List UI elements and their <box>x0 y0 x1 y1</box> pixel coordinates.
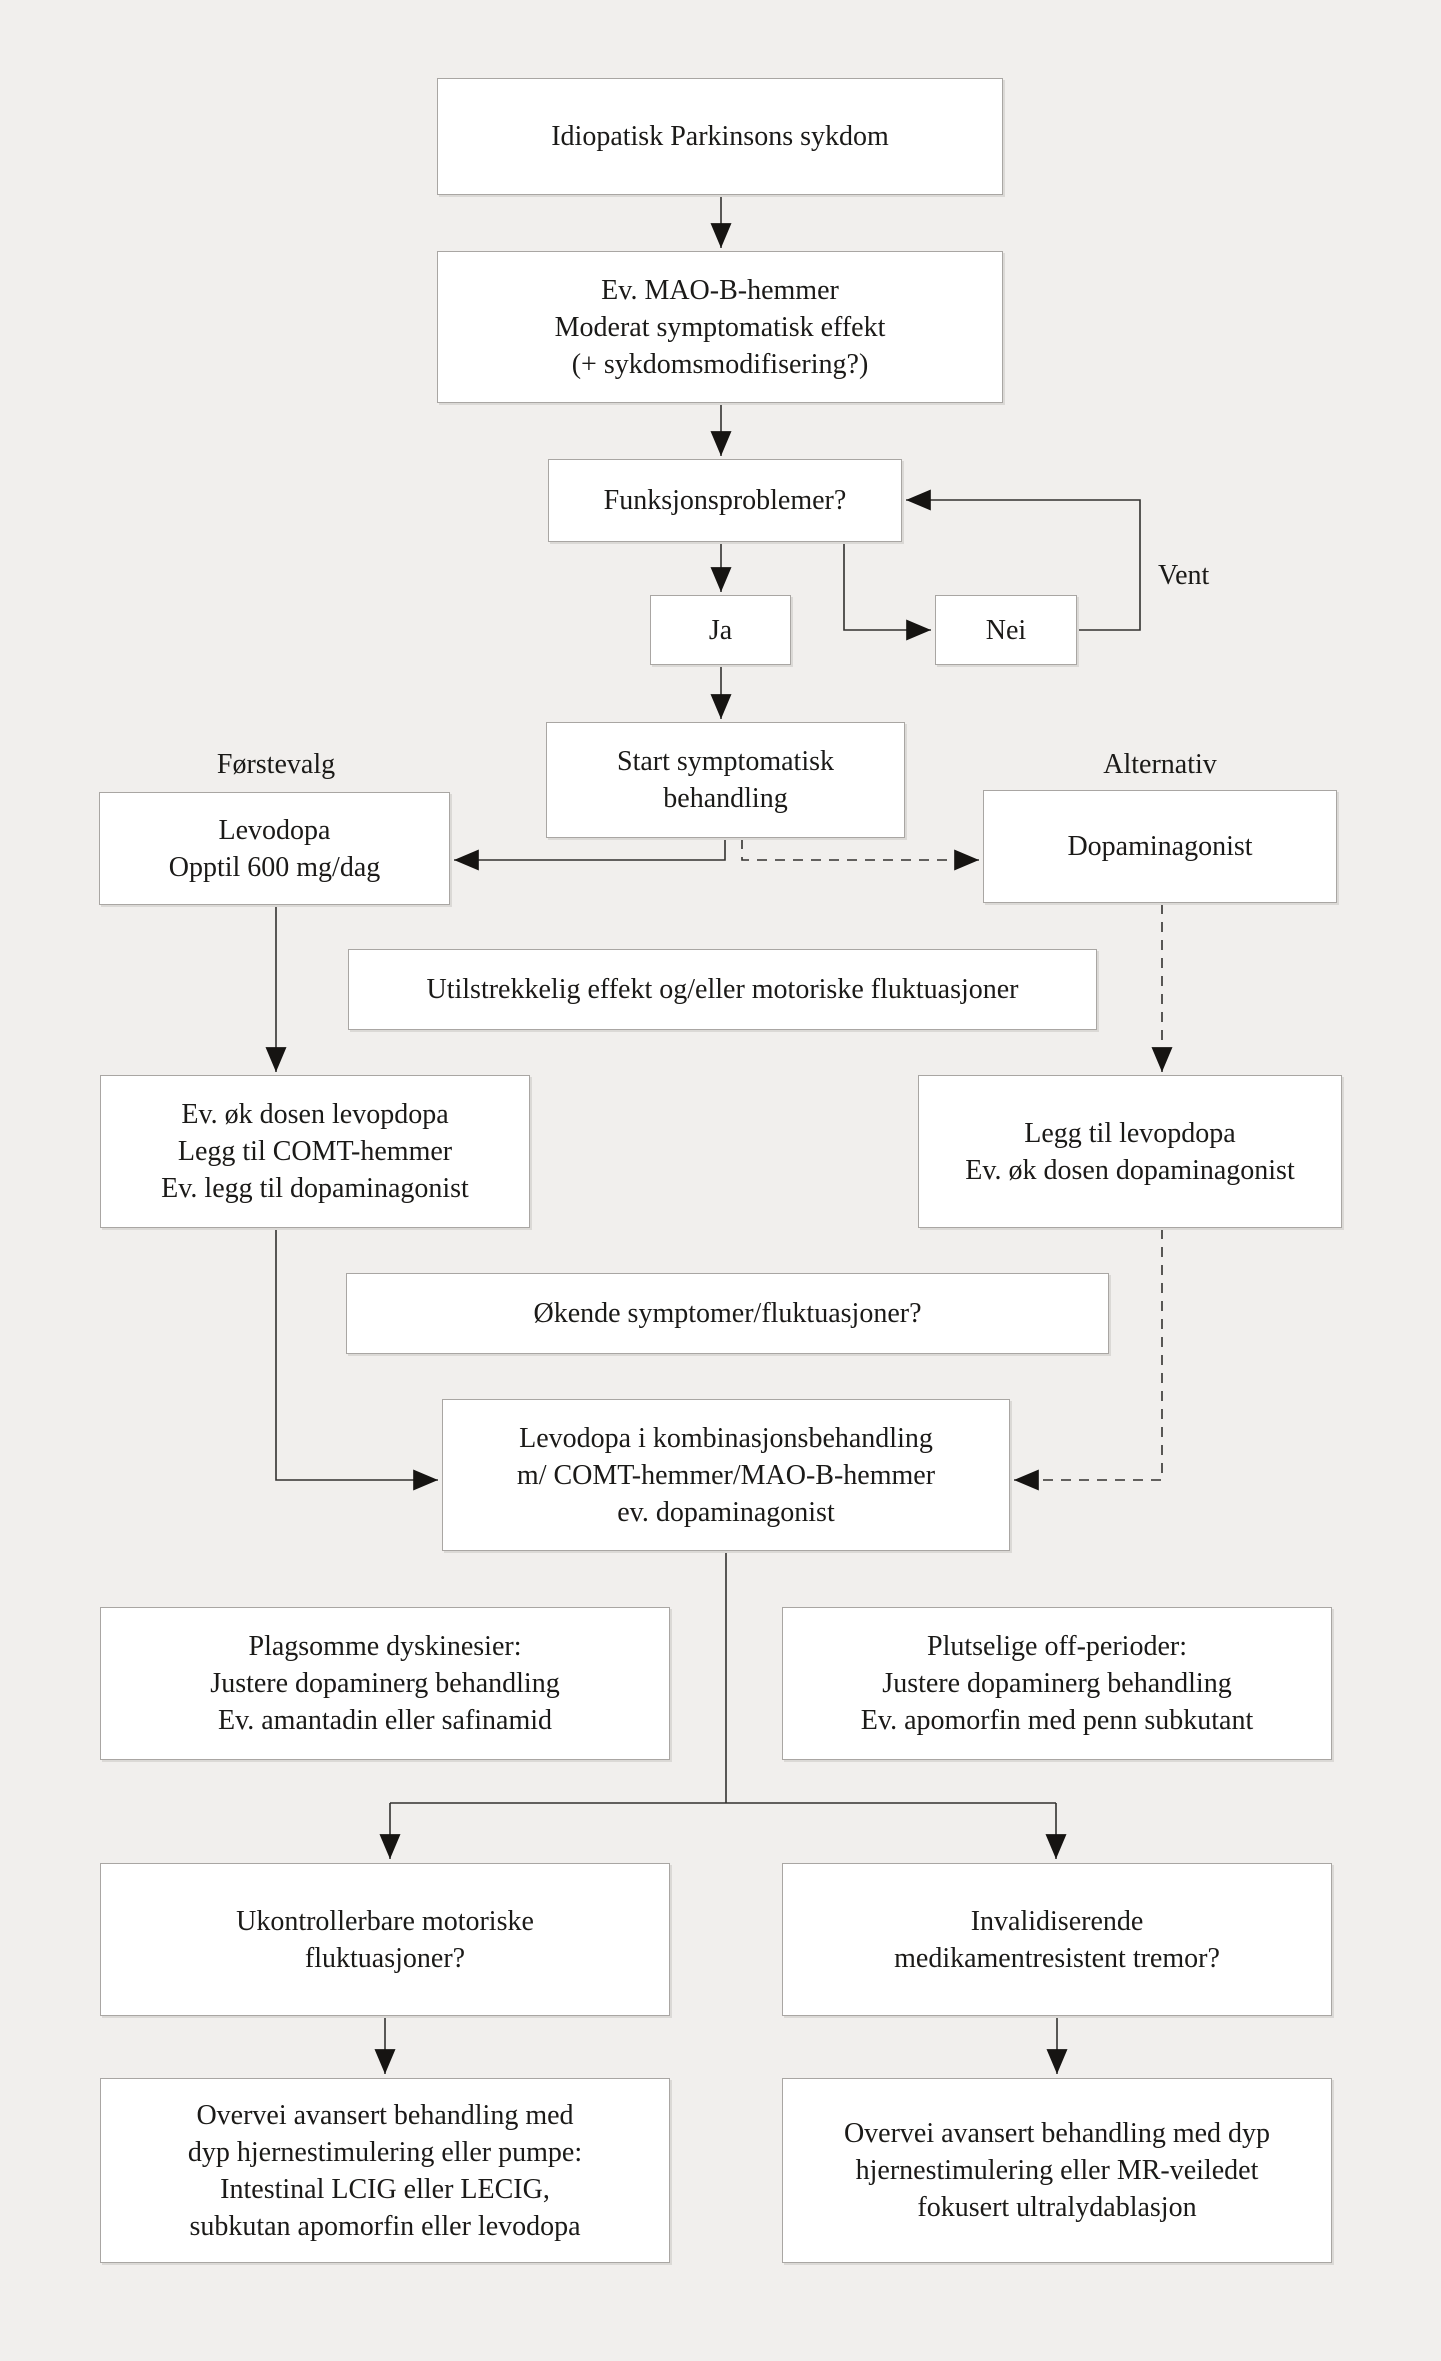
node-mao-b-hemmer <box>437 251 1003 403</box>
text-line: Utilstrekkelig effekt og/eller motoriske fluktuasjoner <box>426 974 1019 1005</box>
text-line: Invalidiserende <box>970 1905 1144 1937</box>
text-line: Plagsomme dyskinesier: <box>248 1631 522 1662</box>
node-idiopatisk-parkinsons-sykdom <box>437 78 1003 195</box>
node-nei <box>935 595 1077 665</box>
edge-start-levodopa <box>454 839 725 860</box>
node-ok-dosen-levodopa <box>100 1075 530 1228</box>
text-line: Økende symptomer/fluktuasjoner? <box>533 1298 922 1329</box>
text-line: Funksjonsproblemer? <box>603 485 847 516</box>
node-invalidiserende-tremor <box>782 1863 1332 2016</box>
text-line: Ev. øk dosen levopdopa <box>181 1099 449 1130</box>
text-line: Ukontrollerbare motoriske <box>236 1905 534 1937</box>
text-line: Overvei avansert behandling med dyp <box>843 2118 1271 2149</box>
edge-okdosen-kombinasjon <box>276 1229 438 1480</box>
label-alternativ <box>1103 747 1217 783</box>
node-start-symptomatisk-behandling <box>546 722 905 838</box>
text-line: Overvei avansert behandling med <box>196 2099 574 2131</box>
text-line: Dopaminagonist <box>1067 831 1253 862</box>
node-ja <box>650 595 791 665</box>
text-line: Legg til COMT-hemmer <box>177 1136 453 1167</box>
text-line: Legg til levopdopa <box>1024 1117 1236 1149</box>
text-line: Ev. legg til dopaminagonist <box>161 1173 469 1204</box>
text-line: Idiopatisk Parkinsons sykdom <box>551 121 889 152</box>
text-line: m/ COMT-hemmer/MAO-B-hemmer <box>516 1459 936 1491</box>
node-levodopa <box>99 792 450 905</box>
label-text: Alternativ <box>1103 749 1217 780</box>
node-overvei-ultralyd <box>782 2078 1332 2263</box>
label-forstevalg <box>217 747 335 783</box>
text-line: fluktuasjoner? <box>304 1942 466 1974</box>
node-plutselige-off-perioder <box>782 1607 1332 1760</box>
text-line: (+ sykdomsmodifisering?) <box>571 348 869 380</box>
text-line: Plutselige off-perioder: <box>927 1631 1187 1662</box>
node-overvei-pumpe <box>100 2078 670 2263</box>
node-okende-symptomer <box>346 1273 1109 1354</box>
text-line: medikamentresistent tremor? <box>894 1942 1220 1974</box>
label-text: Førstevalg <box>216 749 336 780</box>
edge-funksjonsproblemer-nei <box>844 543 931 630</box>
node-levodopa-kombinasjonsbehandling <box>442 1399 1010 1551</box>
text-line: Justere dopaminerg behandling <box>882 1668 1232 1699</box>
text-line: Ja <box>708 614 733 646</box>
node-funksjonsproblemer <box>548 459 902 542</box>
node-ukontrollerbare-fluktuasjoner <box>100 1863 670 2016</box>
text-line: ev. dopaminagonist <box>617 1496 835 1528</box>
text-line: Moderat symptomatisk effekt <box>554 311 886 343</box>
node-dopaminagonist <box>983 790 1337 903</box>
text-line: Ev. øk dosen dopaminagonist <box>965 1154 1295 1186</box>
edge-start-dopaminagonist <box>742 839 979 860</box>
text-line: Ev. MAO-B-hemmer <box>601 274 839 306</box>
text-line: Levodopa <box>218 814 331 846</box>
text-line: hjernestimulering eller MR-veiledet <box>855 2155 1259 2186</box>
label-text: Vent <box>1158 560 1210 591</box>
edge-leggtil-kombinasjon <box>1014 1229 1162 1480</box>
text-line: Ev. amantadin eller safinamid <box>217 1705 553 1736</box>
text-line: Justere dopaminerg behandling <box>210 1668 560 1699</box>
text-line: Intestinal LCIG eller LECIG, <box>220 2173 550 2205</box>
label-vent <box>1158 558 1209 594</box>
text-line: dyp hjernestimulering eller pumpe: <box>187 2136 583 2168</box>
text-line: fokusert ultralydablasjon <box>917 2192 1197 2223</box>
text-line: Levodopa i kombinasjonsbehandling <box>519 1422 933 1454</box>
node-plagsomme-dyskinesier <box>100 1607 670 1760</box>
text-line: Nei <box>985 614 1027 646</box>
text-line: Ev. apomorfin med penn subkutant <box>860 1705 1254 1736</box>
text-line: Start symptomatisk <box>617 746 834 777</box>
text-line: subkutan apomorfin eller levodopa <box>189 2210 581 2242</box>
text-line: behandling <box>663 783 788 814</box>
node-utilstrekkelig-effekt <box>348 949 1097 1030</box>
text-line: Opptil 600 mg/dag <box>168 851 381 883</box>
node-legg-til-levodopa <box>918 1075 1342 1228</box>
